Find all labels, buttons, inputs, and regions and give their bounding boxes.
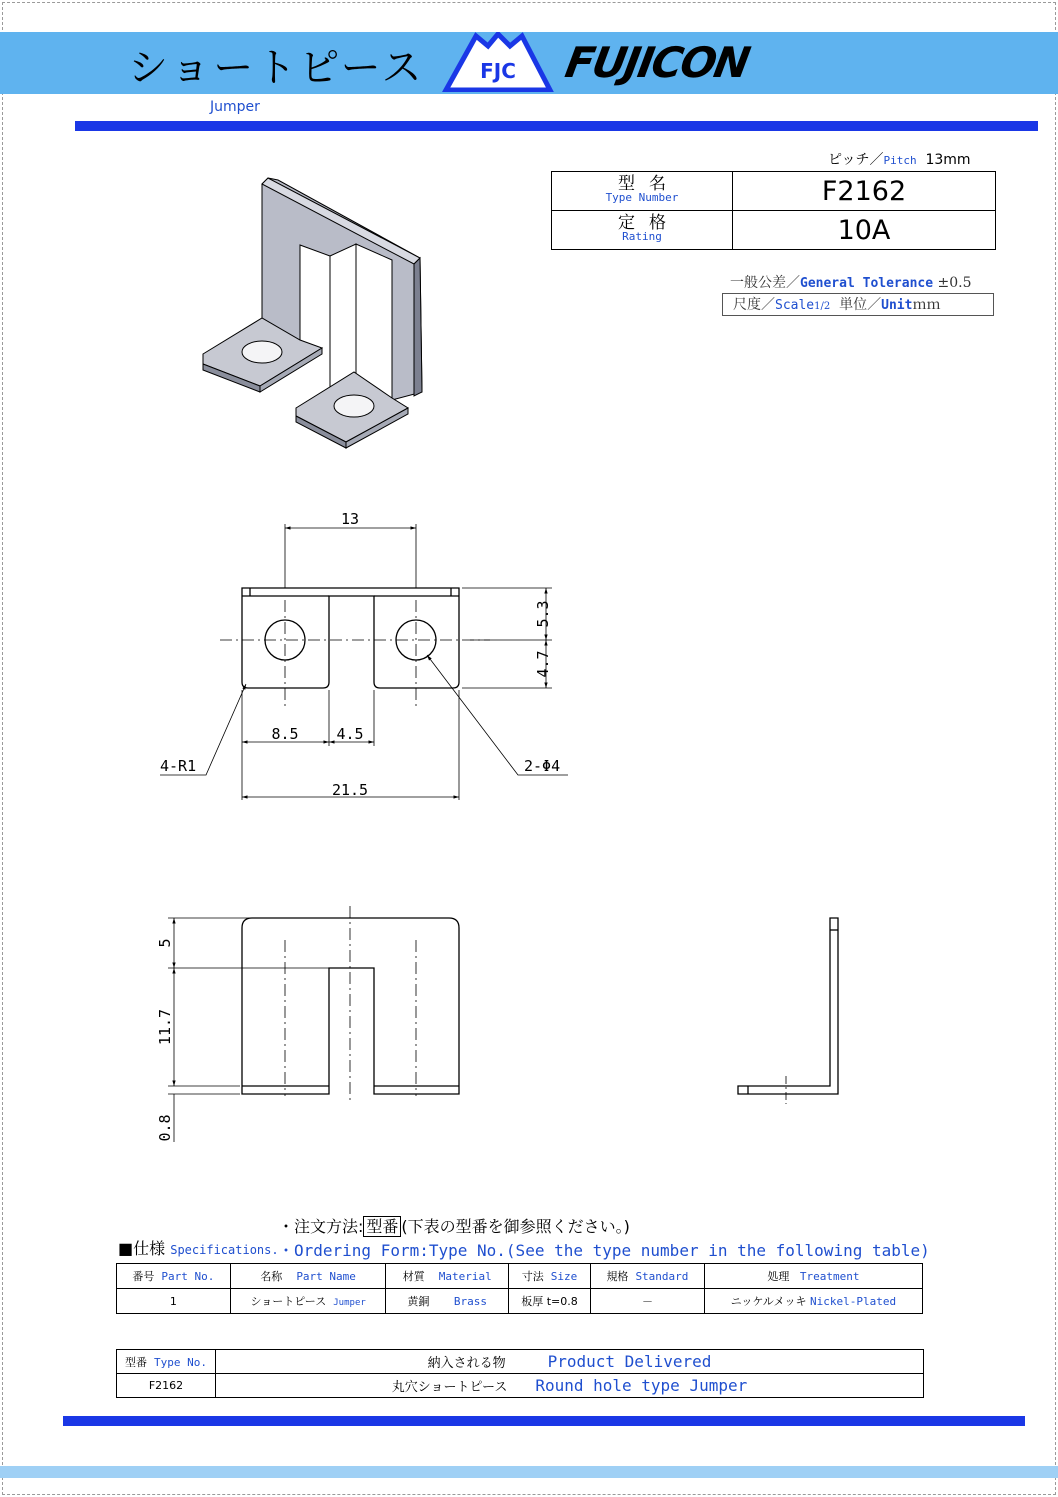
- delivery-table: [116, 1349, 924, 1398]
- fujicon-logo: FUJICON: [561, 38, 753, 87]
- rating-value: 10A: [733, 211, 996, 250]
- dim-slot-height: 11.7: [156, 1008, 174, 1046]
- specifications-table: [116, 1263, 923, 1314]
- col-type-no-ja: 型番: [125, 1355, 147, 1369]
- rating-label-ja: 定格: [618, 213, 680, 233]
- isometric-view: [203, 178, 422, 448]
- col-part-name-ja: 名称: [260, 1270, 283, 1283]
- tolerance-value: ±0.5: [937, 275, 972, 291]
- cell-treatment: [704, 1289, 922, 1314]
- cell-product-ja: 丸穴ショートピース: [391, 1380, 508, 1395]
- col-treatment: [704, 1264, 922, 1289]
- specifications-heading: [118, 1236, 279, 1259]
- dim-lower-height: 4.7: [534, 650, 552, 678]
- cell-part-name-en: Jumper: [333, 1298, 366, 1308]
- col-standard: [591, 1264, 705, 1289]
- fjc-logo-text: FJC: [480, 59, 516, 83]
- bottom-rule: [63, 1416, 1025, 1426]
- rating-label-en: Rating: [622, 230, 662, 243]
- tolerance-ja: 一般公差／: [730, 275, 800, 291]
- spec-heading-ja: ■仕様: [118, 1239, 166, 1258]
- cell-part-no: 1: [117, 1289, 231, 1314]
- ordering-boxed: 型番: [363, 1216, 401, 1237]
- type-number-label-ja: 型名: [618, 174, 680, 194]
- cell-treatment-en: Nickel-Plated: [809, 1295, 897, 1308]
- dim-upper-height: 5.3: [534, 600, 552, 628]
- dim-tab-width: 8.5: [271, 725, 299, 743]
- cell-type-no: F2162: [117, 1374, 216, 1398]
- cell-material-ja: 黄銅: [407, 1295, 430, 1308]
- col-standard-en: Standard: [635, 1270, 689, 1283]
- plan-view: [160, 524, 568, 800]
- col-part-no-en: Part No.: [161, 1270, 215, 1283]
- col-product-delivered: [216, 1350, 924, 1374]
- dim-radius: 4-R1: [160, 757, 197, 775]
- pitch-label-en: Pitch: [883, 154, 917, 167]
- dim-slot-width: 4.5: [336, 725, 364, 743]
- cell-part-name: [230, 1289, 386, 1314]
- cell-material-en: Brass: [453, 1295, 488, 1308]
- col-product-delivered-ja: 納入される物: [427, 1356, 506, 1371]
- col-part-no-ja: 番号: [132, 1270, 155, 1283]
- cell-material: [386, 1289, 509, 1314]
- type-number-label-en: Type Number: [605, 191, 679, 204]
- ordering-instruction-en: ・Ordering Form:Type No.(See the type number in the following table): [278, 1241, 930, 1260]
- col-standard-ja: 規格: [606, 1270, 629, 1283]
- spec-heading-en: Specifications.: [170, 1243, 279, 1257]
- front-view: [168, 906, 459, 1142]
- col-product-delivered-en: Product Delivered: [547, 1352, 712, 1371]
- col-part-no: [117, 1264, 231, 1289]
- pitch-label-ja: ピッチ／: [828, 152, 884, 168]
- scale-en: Scale: [775, 298, 815, 313]
- table-header-row: [117, 1264, 923, 1289]
- col-size-ja: 寸法: [521, 1270, 544, 1283]
- table-row: [117, 1374, 924, 1398]
- cell-size: 板厚 t=0.8: [509, 1289, 591, 1314]
- scale-ja: 尺度／: [733, 297, 775, 313]
- col-material: [386, 1264, 509, 1289]
- cell-product: [216, 1374, 924, 1398]
- footer-band: [0, 1466, 1058, 1478]
- side-view: [738, 918, 838, 1104]
- tolerance-en: General Tolerance: [800, 276, 934, 291]
- col-part-name-en: Part Name: [296, 1270, 356, 1283]
- col-type-no-en: Type No.: [154, 1355, 207, 1369]
- ordering-suffix: (下表の型番を御参照ください。): [401, 1217, 630, 1236]
- unit-en: Unit: [881, 298, 913, 313]
- pitch-value: 13mm: [925, 152, 971, 168]
- front-dimension-labels: [156, 938, 174, 1141]
- col-material-ja: 材質: [402, 1270, 425, 1283]
- cell-treatment-ja: ニッケルメッキ: [730, 1295, 807, 1308]
- cell-standard: －: [591, 1289, 705, 1314]
- scale-value: 1/2: [814, 301, 831, 312]
- col-material-en: Material: [438, 1270, 492, 1283]
- dim-total-width: 21.5: [331, 781, 369, 799]
- dim-top-height: 5: [156, 938, 174, 948]
- subtitle-en: Jumper: [210, 99, 260, 115]
- delivery-header-row: [117, 1350, 924, 1374]
- col-size: [509, 1264, 591, 1289]
- dim-hole: 2-Φ4: [524, 757, 561, 775]
- page-title: ショートピース: [128, 45, 425, 91]
- col-part-name: [230, 1264, 386, 1289]
- cell-part-name-ja: ショートピース: [250, 1295, 327, 1308]
- col-type-no: [117, 1350, 216, 1374]
- plan-dimension-labels: [160, 510, 560, 799]
- col-treatment-ja: 処理: [767, 1270, 790, 1283]
- col-treatment-en: Treatment: [799, 1270, 860, 1283]
- ordering-instruction-ja: [278, 1214, 630, 1237]
- dim-pitch: 13: [340, 510, 360, 528]
- unit-value: ｍｍ: [912, 297, 941, 313]
- col-size-en: Size: [550, 1270, 578, 1283]
- table-row: [117, 1289, 923, 1314]
- dim-thickness: 0.8: [156, 1114, 174, 1142]
- unit-ja: 単位／: [839, 297, 882, 313]
- type-number-value: F2162: [733, 172, 996, 211]
- ordering-prefix: ・注文方法:: [278, 1217, 364, 1236]
- cell-product-en: Round hole type Jumper: [535, 1376, 748, 1395]
